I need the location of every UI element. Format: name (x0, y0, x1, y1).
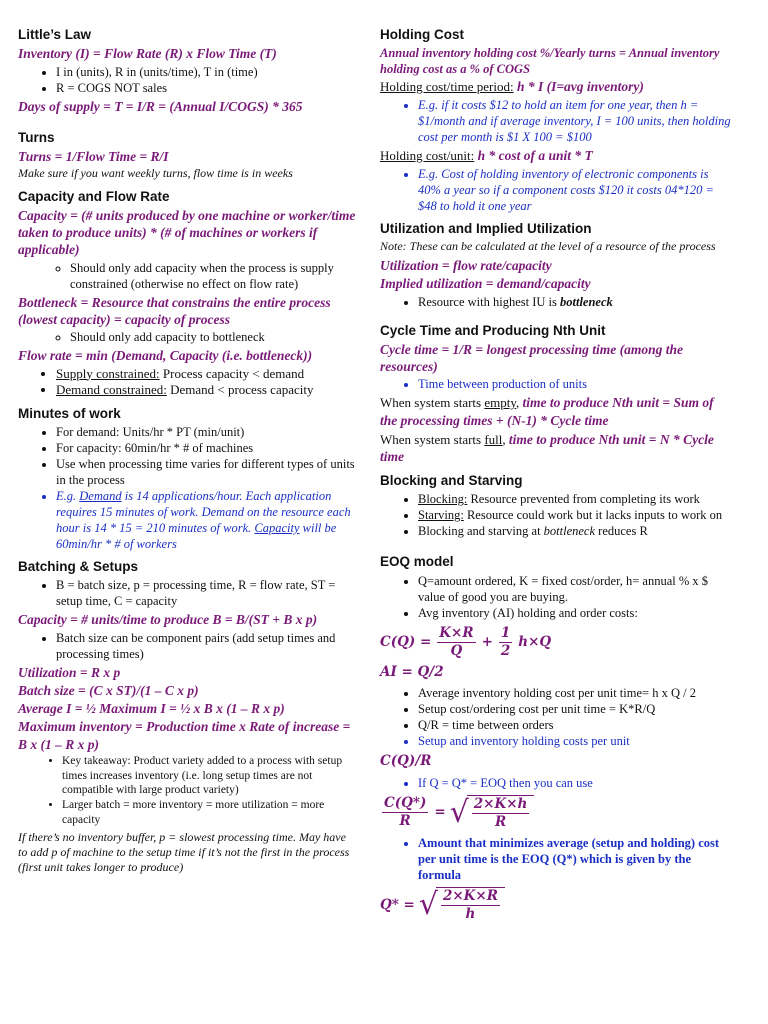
list-item (56, 366, 358, 383)
list-text: reduces R (595, 524, 648, 539)
math-text: = (434, 804, 446, 821)
eoq-list-3 (380, 835, 734, 883)
list-item: • R = COGS NOT sales (56, 80, 358, 96)
average-inventory-formula: Average I = ½ Maximum I = ½ x B x (1 – R x p) (18, 701, 285, 717)
holding-period-formula: h * I (I=avg inventory) (513, 79, 644, 95)
holding-cost-formula: Annual inventory holding cost %/Yearly turns = Annual inventory holding cost as a % of COGS (380, 46, 720, 77)
blocking-label: Blocking: (418, 492, 468, 507)
example-text: E.g. (56, 489, 80, 504)
list-item: • Time between production of units (418, 376, 734, 392)
fraction (499, 625, 512, 661)
square-root (419, 887, 505, 924)
flow-rate-formula: Flow rate = min (Demand, Capacity (i.e. bottleneck)) (18, 348, 313, 364)
fraction (441, 888, 500, 924)
supply-constrained-text: Process capacity < demand (159, 365, 305, 381)
list-item (56, 382, 358, 399)
list-item: • Batch size can be component pairs (add setup times and processing times) (56, 630, 358, 662)
eoq-heading: EOQ model (380, 554, 454, 570)
list-item (418, 507, 734, 523)
holding-unit-line (380, 147, 734, 165)
empty-word: empty (484, 395, 516, 411)
empty-formula: time to produce Nth unit = Sum of the processing times + (N-1) * Cycle time (380, 395, 714, 429)
list-item: ◦ Should only add capacity to bottleneck (70, 329, 358, 345)
list-item: • For capacity: 60min/hr * # of machines (56, 440, 358, 456)
line-text: When system starts (380, 431, 485, 447)
buffer-note: If there’s no inventory buffer, p = slowest processing time. May have to add p of machine to the setup time if it’s not the first in the process (first unit takes longer to produce) (18, 829, 350, 875)
eoq-list-2 (380, 775, 734, 791)
starving-label: Starving: (418, 508, 464, 523)
list-item: • Setup cost/ordering cost per unit time = K*R/Q (418, 701, 734, 717)
numerator: 1 (499, 625, 512, 643)
littles-law-formula: Inventory (I) = Flow Rate (R) x Flow Time (T) (18, 46, 277, 62)
list-item: • Key takeaway: Product variety added to a process with setup times increases inventory (i.e. long setup times are not compatible with large product variety) (62, 754, 358, 798)
line-text: , (502, 431, 509, 447)
blocking-heading: Blocking and Starving (380, 472, 523, 488)
batching-def-list (18, 577, 358, 609)
numerator: C(Q*) (382, 795, 428, 813)
numerator: 2×K×h (472, 796, 530, 814)
holding-unit-list (380, 166, 734, 214)
cost-equation (380, 625, 734, 661)
denominator: R (399, 813, 411, 830)
days-of-supply-formula: Days of supply = T = I/R = (Annual I/COGS) * 365 (18, 98, 303, 114)
list-item (418, 294, 734, 310)
bottleneck-sublist (18, 329, 358, 345)
capacity-sublist (18, 260, 358, 292)
holding-unit-label: Holding cost/unit: (380, 147, 475, 163)
full-system-line (380, 431, 734, 466)
denominator: R (494, 813, 507, 830)
ai-equation: AI = Q/2 (380, 664, 444, 681)
turns-formula: Turns = 1/Flow Time = R/I (18, 149, 169, 165)
eoq-list (380, 685, 734, 749)
optimal-cost-equation (380, 795, 734, 832)
cycle-time-heading: Cycle Time and Producing Nth Unit (380, 322, 606, 338)
capacity-formula: Capacity = (# units produced by one machine or worker/time taken to produce units) * (# of machines or workers if applicable) (18, 207, 356, 258)
list-item (56, 488, 358, 552)
line-text: When system starts (380, 395, 485, 411)
cost-per-unit-label: C(Q)/R (380, 753, 432, 770)
eoq-equation (380, 887, 734, 924)
fraction (472, 796, 530, 832)
right-column (380, 26, 734, 928)
list-item: • If Q = Q* = EOQ then you can use (418, 775, 734, 791)
list-item: ◦ Should only add capacity when the process is supply constrained (otherwise no effect on flow rate) (70, 260, 358, 292)
takeaway-list (18, 754, 358, 828)
fraction (437, 625, 475, 661)
minutes-heading: Minutes of work (18, 405, 121, 421)
utilization-formula: Utilization = R x p (18, 664, 121, 680)
list-item: • B = batch size, p = processing time, R = flow rate, ST = setup time, C = capacity (56, 577, 358, 609)
math-text: h×Q (518, 633, 552, 650)
list-item: • Amount that minimizes average (setup and holding) cost per unit time is the EOQ (Q*) which is given by the formula (418, 835, 734, 883)
bottleneck-formula: Bottleneck = Resource that constrains the entire process (lowest capacity) = capacity of process (18, 294, 331, 328)
list-item: • Q/R = time between orders (418, 717, 734, 733)
holding-period-line (380, 78, 734, 96)
littles-law-heading: Little’s Law (18, 27, 92, 42)
list-item: • Setup and inventory holding costs per unit (418, 733, 734, 749)
holding-period-list (380, 97, 734, 145)
denominator: h (465, 906, 476, 923)
implied-utilization-formula: Implied utilization = demand/capacity (380, 276, 591, 292)
starving-text: Resource could work but it lacks inputs to work on (463, 508, 723, 523)
numerator: 2×K×R (441, 888, 500, 906)
max-inventory-formula: Maximum inventory = Production time x Rate of increase = B x (1 – R x p) (18, 719, 351, 752)
numerator: K×R (437, 625, 475, 643)
utilization-list (380, 294, 734, 310)
blocking-list (380, 491, 734, 539)
batching-heading: Batching & Setups (18, 559, 139, 575)
littles-law-list (18, 64, 358, 96)
list-item: • Q=amount ordered, K = fixed cost/order, h= annual % x $ value of good you are buying. (418, 573, 734, 605)
square-root (450, 795, 535, 832)
eoq-intro-list (380, 573, 734, 621)
demand-constrained-label: Demand constrained: (56, 382, 167, 398)
list-item (418, 491, 734, 507)
cycle-list (380, 376, 734, 392)
supply-constrained-label: Supply constrained: (56, 365, 160, 381)
math-text: + (481, 633, 493, 650)
left-column (18, 26, 358, 879)
math-text: Q* = (380, 896, 415, 913)
full-word: full (484, 431, 503, 447)
holding-cost-heading: Holding Cost (380, 27, 464, 42)
radical-icon: √ (449, 794, 469, 830)
holding-period-label: Holding cost/time period: (380, 79, 514, 95)
list-item: • Larger batch = more inventory = more utilization = more capacity (62, 798, 358, 827)
list-item: • Use when processing time varies for different types of units in the process (56, 456, 358, 488)
list-item: • E.g. if it costs $12 to hold an item for one year, then h = $1/month and if average inventory, I = 100 units, then holding cost per month is $1 X 100 = $100 (418, 97, 734, 145)
radical-icon: √ (418, 887, 438, 923)
batch-capacity-formula: Capacity = # units/time to produce B = B/(ST + B x p) (18, 612, 318, 628)
capacity-heading: Capacity and Flow Rate (18, 188, 170, 204)
list-item (418, 523, 734, 539)
example-capacity-word: Capacity (254, 521, 300, 536)
batch-note-list (18, 630, 358, 662)
list-text: Blocking and starving at (418, 524, 544, 539)
example-text: is 14 applications/hour. Each application requires 15 minutes of work. Demand on the resource each hour is 14 * 15 = 210 minutes of work. (56, 489, 351, 536)
list-item: • Average inventory holding cost per unit time= h x Q / 2 (418, 685, 734, 701)
constraint-list (18, 366, 358, 399)
denominator: 2 (500, 642, 511, 659)
fraction (382, 795, 428, 831)
line-text: , (516, 395, 523, 411)
blocking-text: Resource prevented from completing its work (467, 492, 700, 507)
cycle-time-formula: Cycle time = 1/R = longest processing time (among the resources) (380, 341, 683, 375)
list-item: • For demand: Units/hr * PT (min/unit) (56, 424, 358, 440)
radicand (436, 887, 505, 924)
turns-heading: Turns (18, 129, 55, 145)
list-item: • I in (units), R in (units/time), T in (time) (56, 64, 358, 80)
list-text: Resource with highest IU is (418, 294, 560, 309)
list-emphasis: bottleneck (560, 294, 613, 309)
batch-size-formula: Batch size = (C x ST)/(1 – C x p) (18, 682, 199, 698)
minutes-list (18, 424, 358, 552)
example-demand-word: Demand (79, 489, 122, 504)
utilization-heading: Utilization and Implied Utilization (380, 220, 592, 236)
utilization-formula-right: Utilization = flow rate/capacity (380, 258, 552, 274)
demand-constrained-text: Demand < process capacity (166, 382, 314, 398)
example-text: will be 60min/hr * # of workers (56, 521, 337, 552)
denominator: Q (450, 642, 463, 659)
empty-system-line (380, 394, 734, 429)
turns-note: Make sure if you want weekly turns, flow time is in weeks (18, 166, 293, 181)
full-formula: time to produce Nth unit = N * Cycle time (380, 431, 714, 465)
list-emphasis: bottleneck (543, 524, 596, 539)
utilization-note: Note: These can be calculated at the level of a resource of the process (380, 238, 716, 253)
list-item: • E.g. Cost of holding inventory of electronic components is 40% a year so if a component costs $120 it costs 04*120 = $48 to hold it one year (418, 166, 734, 214)
holding-unit-formula: h * cost of a unit * T (474, 147, 593, 163)
radicand (467, 795, 535, 832)
list-item: • Avg inventory (AI) holding and order costs: (418, 605, 734, 621)
math-text: C(Q) = (380, 633, 432, 650)
